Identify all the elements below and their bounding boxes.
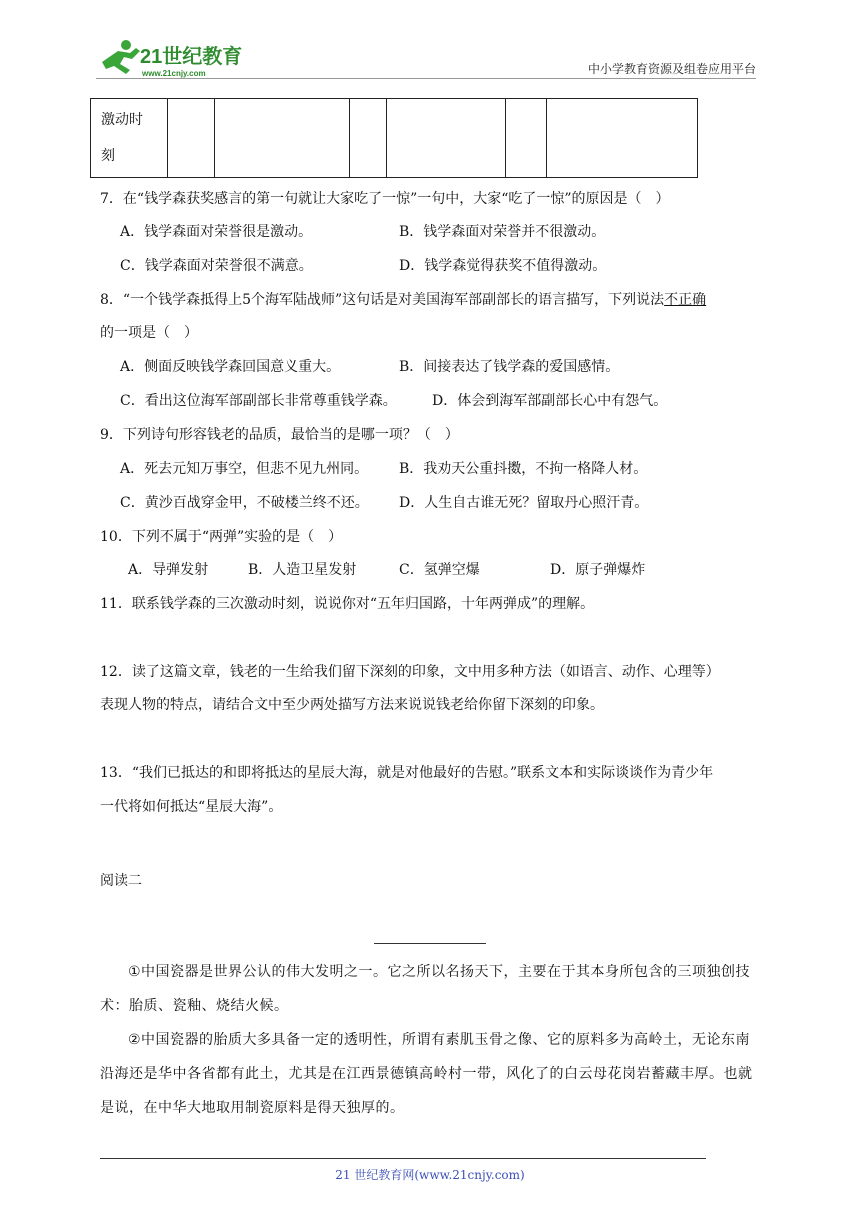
q9-option-d: D．人生自古谁无死？留取丹心照汗青。 (399, 495, 649, 511)
question-8: 8．“一个钱学森抵得上5个海军陆战师”这句话是对美国海军部副部长的语言描写，下列说法不正确 (100, 292, 707, 308)
table-cell (387, 99, 506, 178)
svg-text:www.21cnjy.com: www.21cnjy.com (142, 69, 206, 78)
title-blank-line (374, 943, 486, 944)
q9-option-c: C．黄沙百战穿金甲，不破楼兰终不还。 (120, 495, 369, 511)
question-10: 10．下列不属于“两弹”实验的是（ ） (100, 529, 343, 545)
q10-option-c: C．氢弹空爆 (399, 562, 480, 578)
table-cell (168, 99, 215, 178)
q7-option-c: C．钱学森面对荣誉很不满意。 (120, 258, 313, 274)
table-cell (547, 99, 698, 178)
q7-option-a: A．钱学森面对荣誉很是激动。 (120, 224, 313, 240)
table-cell (506, 99, 547, 178)
q7-option-b: B．钱学森面对荣誉并不很激动。 (399, 224, 606, 240)
q10-option-a: A．导弹发射 (128, 562, 209, 578)
q10-option-b: B．人造卫星发射 (248, 562, 357, 578)
q10-option-d: D．原子弹爆炸 (550, 562, 646, 578)
question-13-line2: 一代将如何抵达“星辰大海”。 (100, 799, 283, 815)
question-12-line2: 表现人物的特点，请结合文中至少两处描写方法来说说钱老给你留下深刻的印象。 (100, 697, 604, 713)
q8-option-d: D．体会到海军部副部长心中有怨气。 (432, 393, 668, 409)
runner-icon (102, 40, 140, 74)
table-cell (215, 99, 350, 178)
header-divider (96, 78, 756, 79)
excitement-table (90, 98, 698, 178)
table-cell (350, 99, 387, 178)
question-13: 13．“我们已抵达的和即将抵达的星辰大海，就是对他最好的告慰。”联系文本和实际谈谈作为青少年 (100, 765, 714, 781)
question-8-line2: 的一项是（ ） (100, 325, 198, 341)
q7-option-d: D．钱学森觉得获奖不值得激动。 (399, 258, 607, 274)
emphasis-underline: 不正确 (664, 292, 707, 308)
site-logo (96, 36, 266, 80)
question-12: 12．读了这篇文章，钱老的一生给我们留下深刻的印象，文中用多种方法（如语言、动作、心理等） (100, 664, 720, 680)
table-row-label: 激动时 刻 (91, 99, 168, 178)
q8-option-a: A．侧面反映钱学森回国意义重大。 (120, 359, 341, 375)
question-9: 9．下列诗句形容钱老的品质，最恰当的是哪一项？（ ） (100, 427, 459, 443)
q8-option-b: B．间接表达了钱学森的爱国感情。 (399, 359, 620, 375)
footer-text: 21 世纪教育网(www.21cnjy.com) (335, 1168, 525, 1182)
reading-paragraph-1: ①中国瓷器是世界公认的伟大发明之一。它之所以名扬天下，主要在于其本身所包含的三项独创技术：胎质、瓷釉、烧结火候。 (100, 964, 751, 1014)
q9-option-a: A．死去元知万事空，但悲不见九州同。 (120, 461, 369, 477)
question-7: 7．在“钱学森获奖感言的第一句就让大家吃了一惊”一句中，大家“吃了一惊”的原因是（ ） (100, 191, 670, 207)
question-11: 11．联系钱学森的三次激动时刻，说说你对“五年归国路，十年两弹成”的理解。 (100, 596, 595, 612)
reading-paragraph-2: ②中国瓷器的胎质大多具备一定的透明性，所谓有素肌玉骨之像、它的原料多为高岭土，无论东南沿海还是华中各省都有此土，尤其是在江西景德镇高岭村一带，风化了的白云母花岗岩蓄藏丰厚。也就是说，在中华大地取用制瓷原料是得天独厚的。 (100, 1032, 753, 1116)
section-title: 阅读二 (100, 873, 142, 889)
footer-divider (100, 1158, 706, 1159)
q9-option-b: B．我劝天公重抖擞，不拘一格降人材。 (399, 461, 648, 477)
svg-text:21世纪教育: 21世纪教育 (140, 46, 243, 68)
q8-option-c: C．看出这位海军部副部长非常尊重钱学森。 (120, 393, 397, 409)
table-row (91, 99, 698, 178)
platform-name: 中小学教育资源及组卷应用平台 (587, 62, 756, 76)
